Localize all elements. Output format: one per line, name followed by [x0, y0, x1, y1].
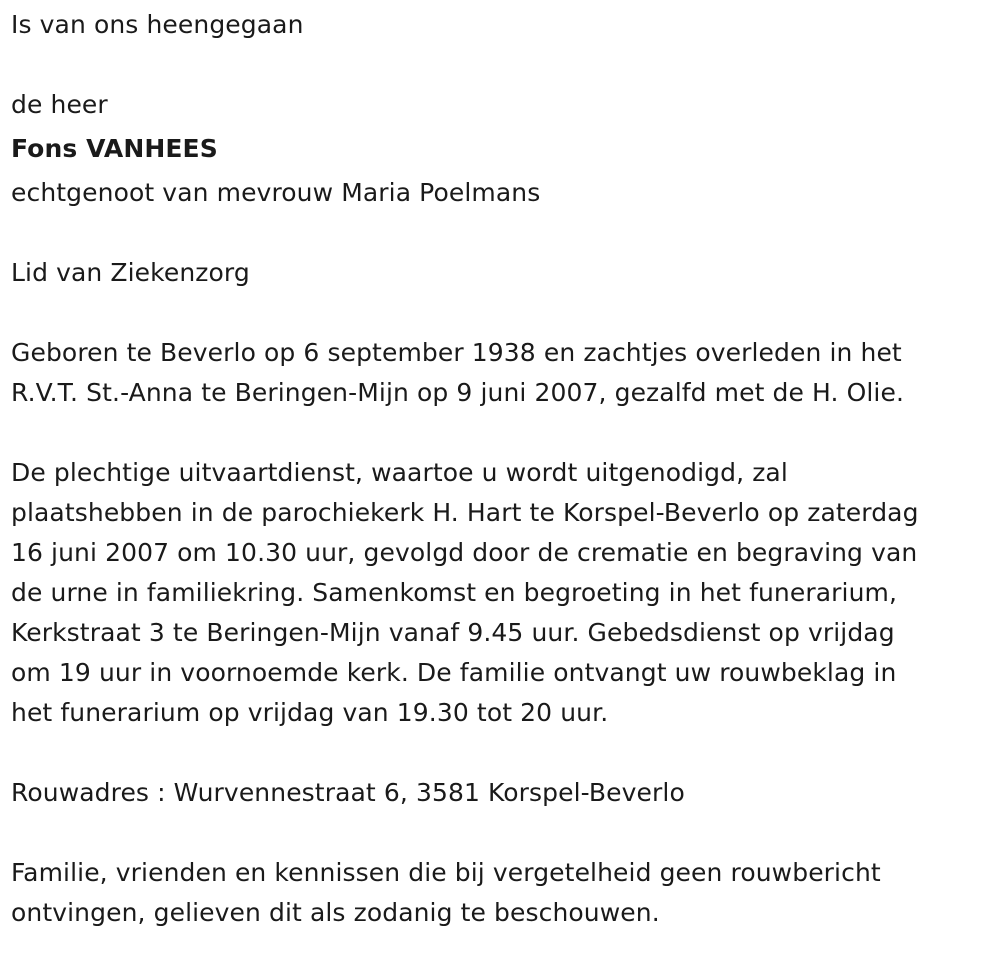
closing-paragraph	[11, 853, 986, 933]
paragraph-line: om 19 uur in voornoemde kerk. De familie ontvangt uw rouwbeklag in	[11, 658, 897, 687]
funeral-paragraph	[11, 453, 986, 733]
spacer	[11, 293, 986, 333]
paragraph-line: Familie, vrienden en kennissen die bij vergetelheid geen rouwbericht	[11, 858, 881, 887]
spacer	[11, 813, 986, 853]
spacer	[11, 733, 986, 773]
spacer	[11, 413, 986, 453]
paragraph-line: het funerarium op vrijdag van 19.30 tot 20 uur.	[11, 698, 609, 727]
paragraph-line: R.V.T. St.-Anna te Beringen-Mijn op 9 juni 2007, gezalfd met de H. Olie.	[11, 378, 904, 407]
paragraph-line: plaatshebben in de parochiekerk H. Hart te Korspel-Beverlo op zaterdag	[11, 498, 919, 527]
intro-text: Is van ons heengegaan	[11, 10, 304, 39]
paragraph-line: Kerkstraat 3 te Beringen-Mijn vanaf 9.45 uur. Gebedsdienst op vrijdag	[11, 618, 895, 647]
spacer	[11, 45, 986, 85]
spacer	[11, 213, 986, 253]
salutation-text: de heer	[11, 90, 108, 119]
paragraph-line: ontvingen, gelieven dit als zodanig te beschouwen.	[11, 898, 660, 927]
deceased-name: Fons VANHEES	[11, 134, 218, 163]
address-text: Rouwadres : Wurvennestraat 6, 3581 Korspel-Beverlo	[11, 778, 685, 807]
spouse-text: echtgenoot van mevrouw Maria Poelmans	[11, 178, 541, 207]
paragraph-line: Geboren te Beverlo op 6 september 1938 en zachtjes overleden in het	[11, 338, 902, 367]
paragraph-line: de urne in familiekring. Samenkomst en begroeting in het funerarium,	[11, 578, 898, 607]
paragraph-line: 16 juni 2007 om 10.30 uur, gevolgd door de crematie en begraving van	[11, 538, 918, 567]
birth-death-paragraph	[11, 333, 986, 413]
paragraph-line: De plechtige uitvaartdienst, waartoe u wordt uitgenodigd, zal	[11, 458, 788, 487]
membership-text: Lid van Ziekenzorg	[11, 258, 250, 287]
death-notice	[11, 5, 986, 933]
